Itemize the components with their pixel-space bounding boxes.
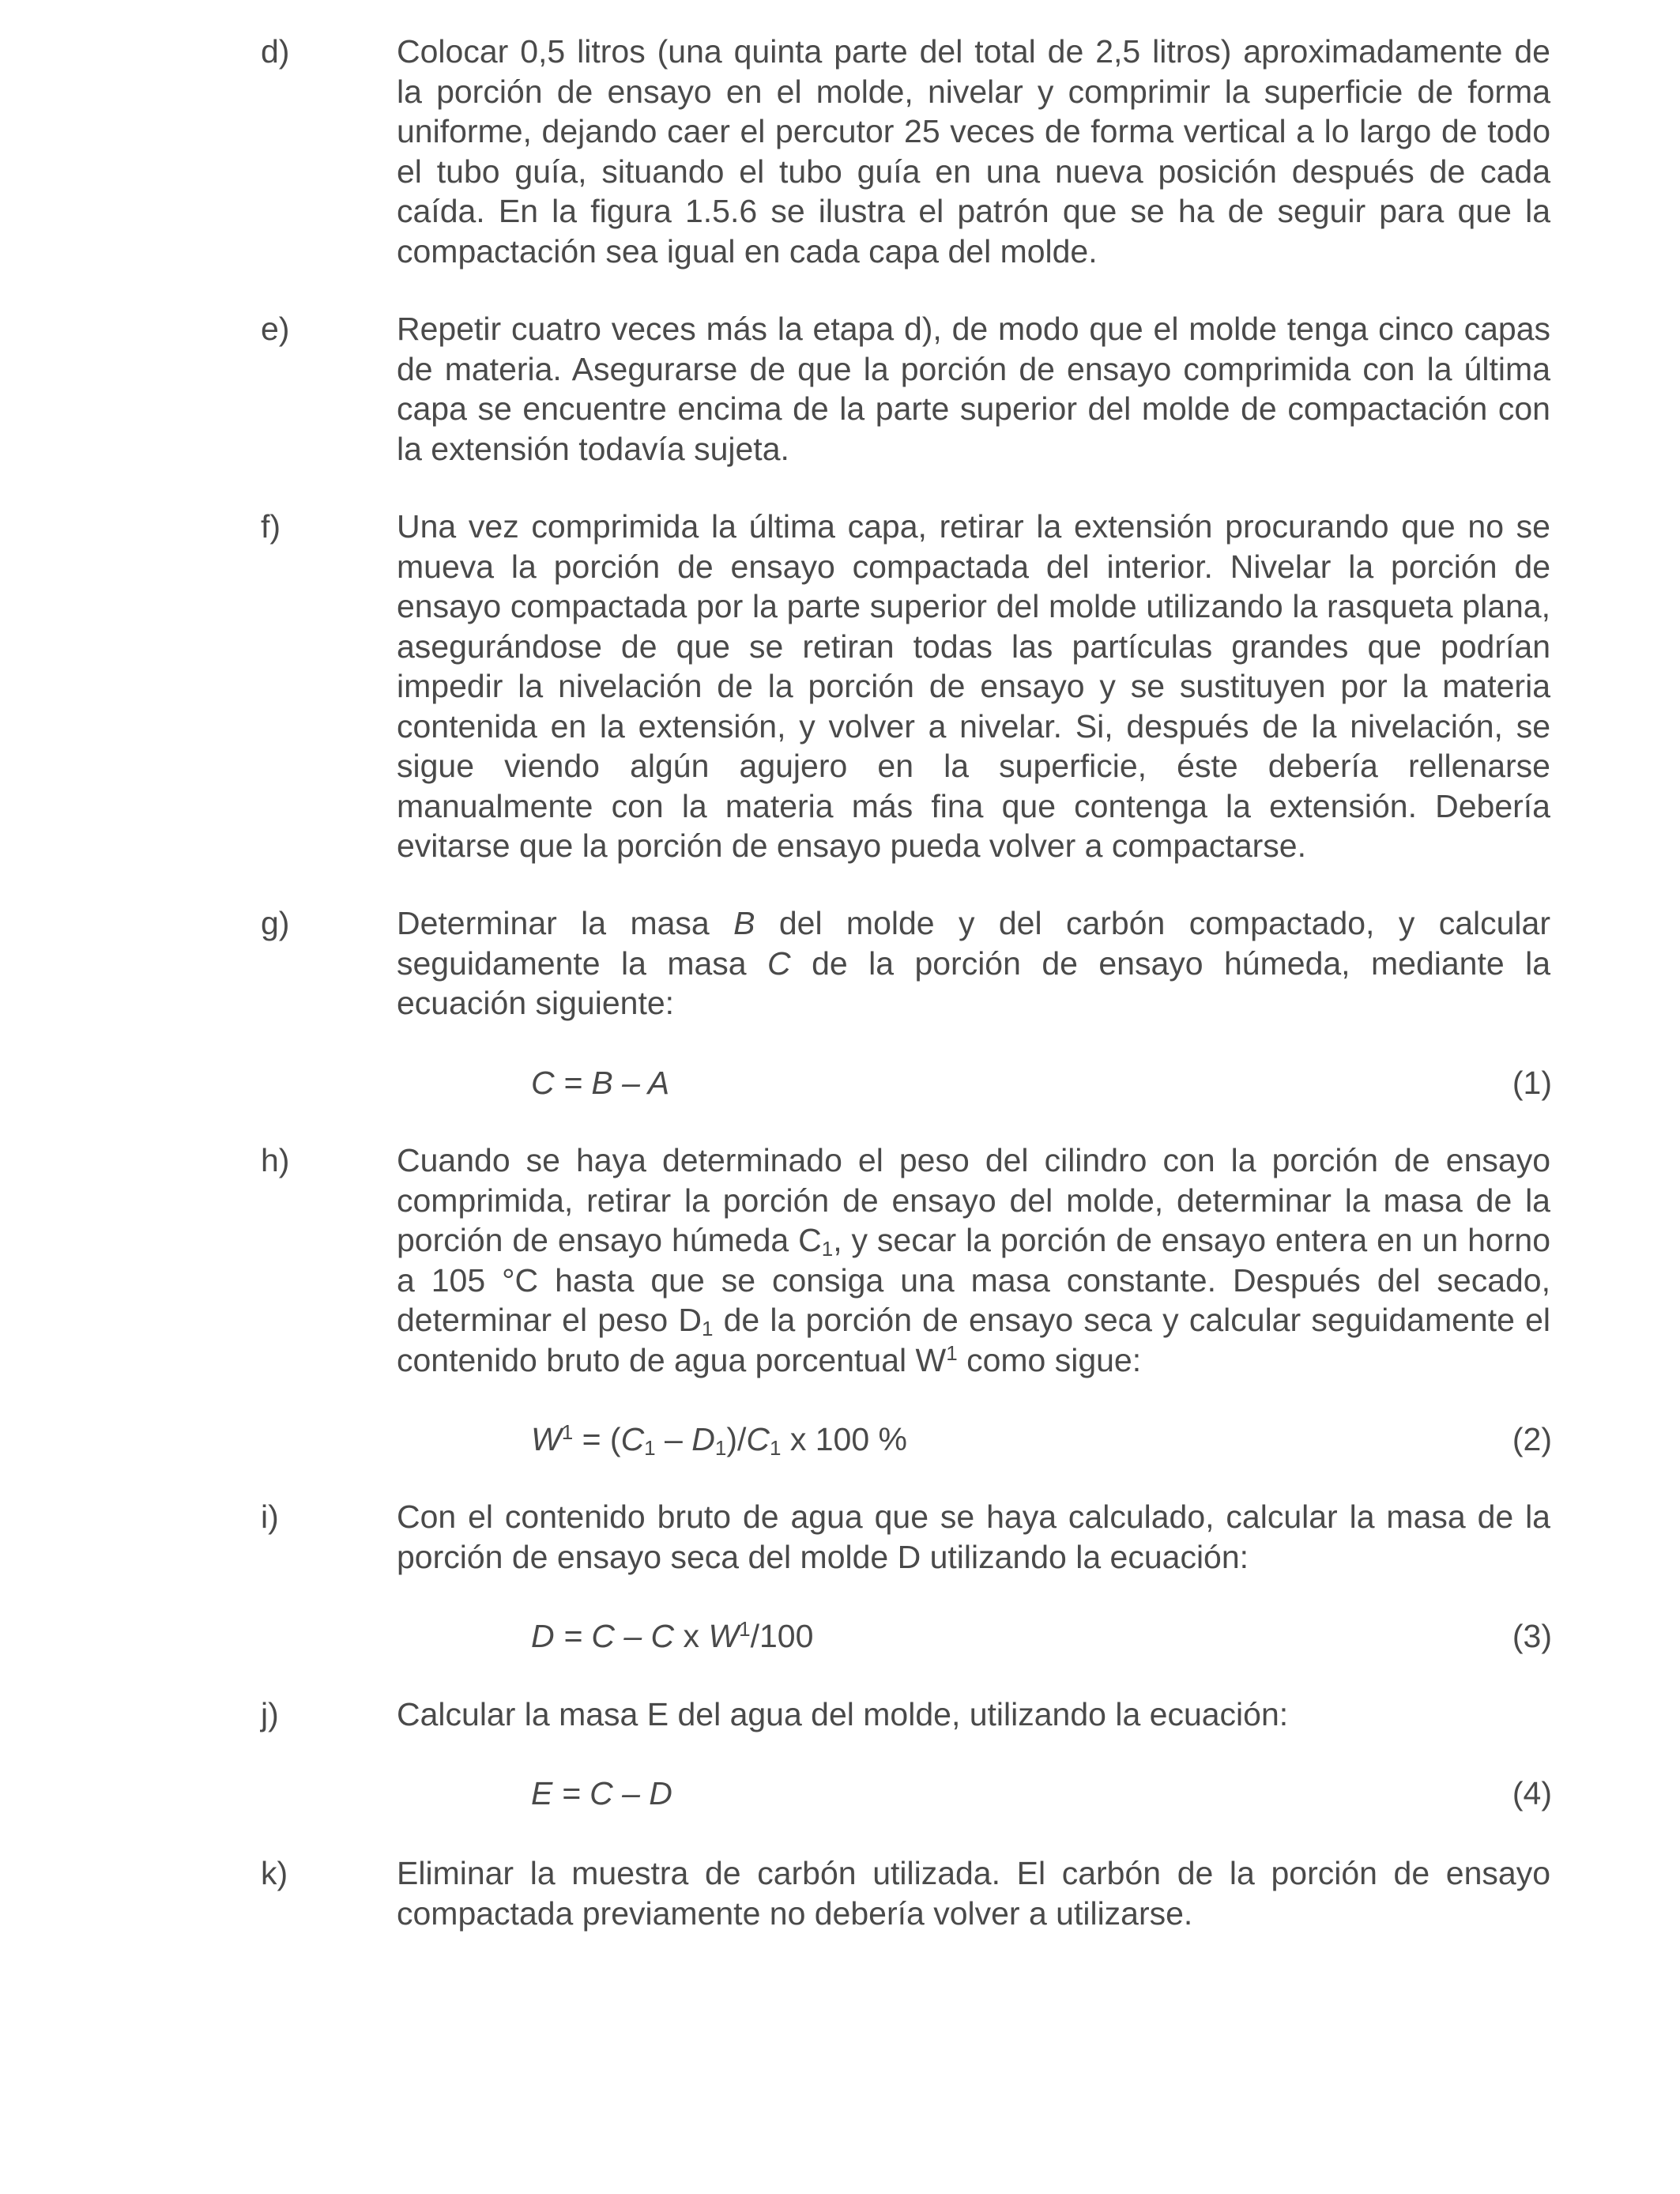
- equation-2: [0, 1419, 1680, 1463]
- eq2-minus: –: [655, 1421, 692, 1457]
- equation-4: [0, 1774, 1680, 1817]
- item-text-f: Una vez comprimida la última capa, retirar la extensión procurando que no se mueva la porción de ensayo compactada del interior. Nivelar la porción de ensayo compactada por la parte superior del molde utilizando la rasqueta plana, asegurándose de que se retiran todas las partículas grandes que podrían impedir la nivelación de la porción de ensayo y se sustituyen por la materia contenida en la extensión, y volver a nivelar. Si, después de la nivelación, se sigue viendo algún agujero en la superficie, éste debería rellenarse manualmente con la materia más fina que contenga la extensión. Debería evitarse que la porción de ensayo pueda volver a compactarse.: [397, 508, 1550, 864]
- item-text-g-part2: del molde y del carbón compactado, y calcular seguidamente la masa: [397, 905, 1550, 982]
- variable-b: B: [733, 905, 755, 941]
- item-text-h-part1: Cuando se haya determinado el peso del cilindro con la porción de ensayo comprimida, retirar la porción de ensayo del molde, determinar la masa de la porción de ensayo húmeda C: [397, 1142, 1550, 1258]
- item-text-j: Calcular la masa E del agua del molde, utilizando la ecuación:: [397, 1696, 1289, 1732]
- eq2-c2: C: [746, 1421, 770, 1457]
- item-text-e: Repetir cuatro veces más la etapa d), de modo que el molde tenga cinco capas de materia. Asegurarse de que la porción de ensayo comprimida con la última capa se encuentre encima de la parte superior del molde de compactación con la extensión todavía sujeta.: [397, 311, 1550, 467]
- equation-1-expression: C = B – A: [531, 1065, 670, 1101]
- equation-2-expression: [531, 1419, 907, 1460]
- item-text-k: Eliminar la muestra de carbón utilizada. El carbón de la porción de ensayo compactada previamente no debería volver a utilizarse.: [397, 1855, 1550, 1932]
- superscript-w1: 1: [946, 1340, 958, 1365]
- item-label-e: e): [261, 311, 290, 347]
- eq2-c2-sub: 1: [769, 1436, 782, 1460]
- item-label-k: k): [261, 1855, 288, 1891]
- eq2-c-sub: 1: [644, 1436, 656, 1460]
- variable-c: C: [767, 944, 791, 982]
- item-text-i: Con el contenido bruto de agua que se haya calculado, calcular la masa de la porción de ensayo seca del molde D utilizando la ecuación:: [397, 1498, 1550, 1575]
- item-text-h: [397, 1140, 1550, 1380]
- eq3-div: /100: [750, 1618, 814, 1654]
- item-text-g-part1: Determinar la masa: [397, 905, 734, 941]
- item-label-j: j): [261, 1696, 279, 1732]
- eq3-w: W: [708, 1618, 740, 1654]
- equation-1: [0, 1063, 1680, 1106]
- item-label-i: i): [261, 1498, 279, 1535]
- eq2-w: W: [531, 1421, 562, 1457]
- subscript-c1: 1: [821, 1237, 834, 1261]
- subscript-d1: 1: [701, 1317, 714, 1340]
- item-label-d: d): [261, 33, 290, 70]
- item-text-d: Colocar 0,5 litros (una quinta parte del total de 2,5 litros) aproximadamente de la porción de ensayo en el molde, nivelar y comprimir la superficie de forma uniforme, dejando caer el percutor 25 veces de forma vertical a lo largo de todo el tubo guía, situando el tubo guía en una nueva posición después de cada caída. En la figura 1.5.6 se ilustra el patrón que se ha de seguir para que la compactación sea igual en cada capa del molde.: [397, 33, 1550, 270]
- eq2-w-sup: 1: [561, 1420, 574, 1444]
- equation-3-expression: [531, 1616, 813, 1657]
- item-label-g: g): [261, 905, 290, 941]
- eq2-d-sub: 1: [714, 1436, 727, 1460]
- eq3-w-sup: 1: [739, 1617, 751, 1641]
- eq3-times: x: [674, 1618, 709, 1654]
- item-label-f: f): [261, 508, 281, 545]
- eq2-open: = (: [573, 1421, 621, 1457]
- item-text-h-part4: como sigue:: [957, 1341, 1142, 1378]
- eq3-left: D = C – C: [531, 1618, 675, 1654]
- equation-3: [0, 1616, 1680, 1660]
- eq2-close: )/: [726, 1421, 747, 1457]
- eq2-c: C: [620, 1421, 645, 1457]
- equation-4-expression: E = C – D: [531, 1775, 672, 1811]
- item-text-h-part2: , y secar la porción de ensayo entera en un horno a 105 °C hasta que se consiga una masa constante. Después del secado, determinar el peso D: [397, 1222, 1550, 1338]
- item-text-g-part3: de la porción de ensayo húmeda, mediante la ecuación siguiente:: [397, 944, 1550, 1021]
- equation-4-number: (4): [1512, 1775, 1552, 1811]
- item-text-h-part3: de la porción de ensayo seca y calcular seguidamente el contenido bruto de agua porcentual W: [397, 1302, 1550, 1378]
- equation-1-number: (1): [1512, 1065, 1552, 1101]
- eq2-times: x 100 %: [781, 1421, 907, 1457]
- item-label-h: h): [261, 1142, 290, 1178]
- equation-2-number: (2): [1512, 1421, 1552, 1457]
- item-text-g: [397, 903, 1550, 1023]
- equation-3-number: (3): [1512, 1618, 1552, 1654]
- eq2-d: D: [691, 1421, 715, 1457]
